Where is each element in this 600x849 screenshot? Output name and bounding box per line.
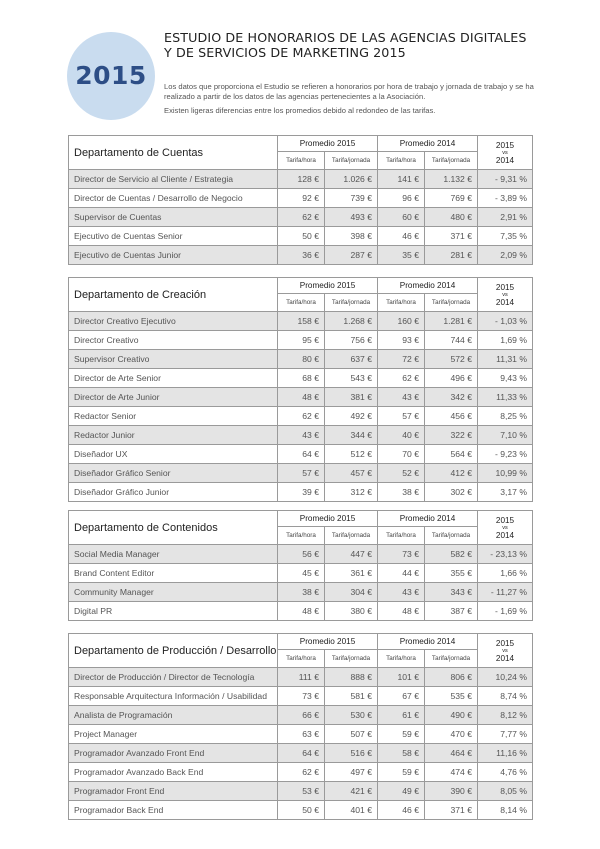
- role-name: Diseñador Gráfico Senior: [69, 464, 278, 483]
- hourly-rate-2015: 62 €: [278, 763, 325, 782]
- daily-rate-2014: 281 €: [425, 246, 478, 265]
- hourly-rate-2015: 63 €: [278, 725, 325, 744]
- hourly-rate-2014: 59 €: [378, 763, 425, 782]
- promedio-2015-header: Promedio 2015: [278, 634, 378, 650]
- variation-percent: 7,77 %: [478, 725, 533, 744]
- daily-rate-2014: 535 €: [425, 687, 478, 706]
- hourly-rate-2015: 39 €: [278, 483, 325, 502]
- vs-header: [478, 136, 533, 170]
- daily-rate-2014: 480 €: [425, 208, 478, 227]
- hourly-rate-2015: 45 €: [278, 564, 325, 583]
- tarifa-hora-2015-header: Tarifa/hora: [278, 650, 325, 668]
- variation-percent: 10,24 %: [478, 668, 533, 687]
- vs-bottom: 2014: [495, 155, 515, 165]
- year-label: 2015: [75, 61, 147, 90]
- role-name: Project Manager: [69, 725, 278, 744]
- variation-percent: - 3,89 %: [478, 189, 533, 208]
- variation-percent: - 11,27 %: [478, 583, 533, 602]
- hourly-rate-2014: 57 €: [378, 407, 425, 426]
- role-name: Programador Avanzado Front End: [69, 744, 278, 763]
- hourly-rate-2014: 38 €: [378, 483, 425, 502]
- tarifa-hora-2014-header: Tarifa/hora: [378, 294, 425, 312]
- role-name: Programador Avanzado Back End: [69, 763, 278, 782]
- variation-percent: 8,14 %: [478, 801, 533, 820]
- tarifa-hora-2014-header: Tarifa/hora: [378, 152, 425, 170]
- vs-top: 2015: [495, 282, 515, 292]
- variation-percent: - 9,23 %: [478, 445, 533, 464]
- table-row: [69, 564, 533, 583]
- daily-rate-2015: 512 €: [325, 445, 378, 464]
- hourly-rate-2014: 40 €: [378, 426, 425, 445]
- hourly-rate-2014: 59 €: [378, 725, 425, 744]
- hourly-rate-2014: 160 €: [378, 312, 425, 331]
- role-name: Social Media Manager: [69, 545, 278, 564]
- table-row: [69, 407, 533, 426]
- hourly-rate-2014: 43 €: [378, 388, 425, 407]
- table-row: [69, 706, 533, 725]
- tarifa-jornada-2014-header: Tarifa/jornada: [425, 527, 478, 545]
- table-row: [69, 312, 533, 331]
- daily-rate-2015: 507 €: [325, 725, 378, 744]
- role-name: Brand Content Editor: [69, 564, 278, 583]
- tarifa-hora-2015-header: Tarifa/hora: [278, 152, 325, 170]
- daily-rate-2014: 470 €: [425, 725, 478, 744]
- variation-percent: 2,09 %: [478, 246, 533, 265]
- daily-rate-2015: 361 €: [325, 564, 378, 583]
- variation-percent: - 1,69 %: [478, 602, 533, 621]
- daily-rate-2014: 490 €: [425, 706, 478, 725]
- intro-paragraph-1: Los datos que proporciona el Estudio se refieren a honorarios por hora de trabajo y jornada de trabajo y se ha realizado a partir de los datos de las agencias pertenecientes a la Asociación.: [164, 82, 534, 101]
- promedio-2014-header: Promedio 2014: [378, 136, 478, 152]
- hourly-rate-2015: 64 €: [278, 744, 325, 763]
- role-name: Ejecutivo de Cuentas Junior: [69, 246, 278, 265]
- table-row: [69, 744, 533, 763]
- daily-rate-2015: 380 €: [325, 602, 378, 621]
- table-row: [69, 668, 533, 687]
- department-table-4: [68, 633, 533, 820]
- hourly-rate-2015: 73 €: [278, 687, 325, 706]
- hourly-rate-2015: 66 €: [278, 706, 325, 725]
- promedio-2015-header: Promedio 2015: [278, 278, 378, 294]
- intro-text: [164, 82, 544, 120]
- daily-rate-2014: 302 €: [425, 483, 478, 502]
- daily-rate-2015: 493 €: [325, 208, 378, 227]
- tarifa-jornada-2015-header: Tarifa/jornada: [325, 650, 378, 668]
- role-name: Programador Back End: [69, 801, 278, 820]
- vs-top: 2015: [495, 140, 515, 150]
- role-name: Redactor Senior: [69, 407, 278, 426]
- intro-paragraph-2: Existen ligeras diferencias entre los promedios debido al redondeo de las tarifas.: [164, 106, 436, 115]
- daily-rate-2015: 530 €: [325, 706, 378, 725]
- daily-rate-2014: 371 €: [425, 801, 478, 820]
- variation-percent: 8,12 %: [478, 706, 533, 725]
- hourly-rate-2015: 48 €: [278, 388, 325, 407]
- daily-rate-2014: 322 €: [425, 426, 478, 445]
- daily-rate-2015: 739 €: [325, 189, 378, 208]
- vs-mid: vs: [502, 149, 508, 156]
- daily-rate-2015: 756 €: [325, 331, 378, 350]
- daily-rate-2014: 456 €: [425, 407, 478, 426]
- daily-rate-2015: 637 €: [325, 350, 378, 369]
- table-row: [69, 445, 533, 464]
- hourly-rate-2014: 46 €: [378, 801, 425, 820]
- tarifa-jornada-2014-header: Tarifa/jornada: [425, 294, 478, 312]
- daily-rate-2014: 496 €: [425, 369, 478, 388]
- daily-rate-2014: 582 €: [425, 545, 478, 564]
- daily-rate-2015: 344 €: [325, 426, 378, 445]
- variation-percent: 3,17 %: [478, 483, 533, 502]
- daily-rate-2015: 516 €: [325, 744, 378, 763]
- daily-rate-2014: 572 €: [425, 350, 478, 369]
- role-name: Supervisor de Cuentas: [69, 208, 278, 227]
- department-title: Departamento de Contenidos: [69, 511, 278, 545]
- role-name: Supervisor Creativo: [69, 350, 278, 369]
- promedio-2014-header: Promedio 2014: [378, 511, 478, 527]
- daily-rate-2015: 421 €: [325, 782, 378, 801]
- hourly-rate-2015: 64 €: [278, 445, 325, 464]
- daily-rate-2015: 447 €: [325, 545, 378, 564]
- variation-percent: 4,76 %: [478, 763, 533, 782]
- daily-rate-2015: 401 €: [325, 801, 378, 820]
- variation-percent: - 9,31 %: [478, 170, 533, 189]
- hourly-rate-2014: 70 €: [378, 445, 425, 464]
- daily-rate-2014: 390 €: [425, 782, 478, 801]
- table-row: [69, 725, 533, 744]
- role-name: Director de Cuentas / Desarrollo de Negocio: [69, 189, 278, 208]
- hourly-rate-2015: 68 €: [278, 369, 325, 388]
- table-row: [69, 170, 533, 189]
- daily-rate-2014: 806 €: [425, 668, 478, 687]
- page-title: [164, 30, 554, 60]
- daily-rate-2014: 564 €: [425, 445, 478, 464]
- role-name: Programador Front End: [69, 782, 278, 801]
- hourly-rate-2015: 50 €: [278, 227, 325, 246]
- daily-rate-2014: 474 €: [425, 763, 478, 782]
- daily-rate-2014: 1.132 €: [425, 170, 478, 189]
- hourly-rate-2015: 56 €: [278, 545, 325, 564]
- daily-rate-2014: 412 €: [425, 464, 478, 483]
- page-title-line-2: Y DE SERVICIOS DE MARKETING 2015: [164, 45, 406, 60]
- hourly-rate-2014: 48 €: [378, 602, 425, 621]
- daily-rate-2014: 355 €: [425, 564, 478, 583]
- table-row: [69, 464, 533, 483]
- vs-header: [478, 511, 533, 545]
- table-row: [69, 208, 533, 227]
- department-table-2: [68, 277, 533, 502]
- role-name: Director Creativo Ejecutivo: [69, 312, 278, 331]
- hourly-rate-2015: 158 €: [278, 312, 325, 331]
- vs-header: [478, 278, 533, 312]
- promedio-2014-header: Promedio 2014: [378, 278, 478, 294]
- variation-percent: 1,69 %: [478, 331, 533, 350]
- table-row: [69, 350, 533, 369]
- vs-top: 2015: [495, 515, 515, 525]
- daily-rate-2014: 769 €: [425, 189, 478, 208]
- vs-mid: vs: [502, 524, 508, 531]
- page-title-line-1: ESTUDIO DE HONORARIOS DE LAS AGENCIAS DIGITALES: [164, 30, 527, 45]
- tarifa-jornada-2015-header: Tarifa/jornada: [325, 152, 378, 170]
- variation-percent: 8,74 %: [478, 687, 533, 706]
- variation-percent: 10,99 %: [478, 464, 533, 483]
- hourly-rate-2014: 93 €: [378, 331, 425, 350]
- daily-rate-2015: 287 €: [325, 246, 378, 265]
- variation-percent: 7,10 %: [478, 426, 533, 445]
- hourly-rate-2014: 58 €: [378, 744, 425, 763]
- role-name: Director de Arte Junior: [69, 388, 278, 407]
- promedio-2014-header: Promedio 2014: [378, 634, 478, 650]
- variation-percent: 8,25 %: [478, 407, 533, 426]
- role-name: Digital PR: [69, 602, 278, 621]
- role-name: Diseñador UX: [69, 445, 278, 464]
- daily-rate-2014: 1.281 €: [425, 312, 478, 331]
- hourly-rate-2014: 72 €: [378, 350, 425, 369]
- table-row: [69, 426, 533, 445]
- daily-rate-2015: 543 €: [325, 369, 378, 388]
- role-name: Analista de Programación: [69, 706, 278, 725]
- daily-rate-2015: 1.268 €: [325, 312, 378, 331]
- role-name: Director de Servicio al Cliente / Estrategia: [69, 170, 278, 189]
- role-name: Community Manager: [69, 583, 278, 602]
- department-title: Departamento de Cuentas: [69, 136, 278, 170]
- hourly-rate-2015: 92 €: [278, 189, 325, 208]
- variation-percent: 11,31 %: [478, 350, 533, 369]
- variation-percent: 11,16 %: [478, 744, 533, 763]
- table-row: [69, 602, 533, 621]
- daily-rate-2015: 304 €: [325, 583, 378, 602]
- table-row: [69, 583, 533, 602]
- daily-rate-2015: 581 €: [325, 687, 378, 706]
- table-row: [69, 246, 533, 265]
- variation-percent: - 23,13 %: [478, 545, 533, 564]
- table-row: [69, 801, 533, 820]
- role-name: Ejecutivo de Cuentas Senior: [69, 227, 278, 246]
- vs-header: [478, 634, 533, 668]
- table-row: [69, 763, 533, 782]
- table-row: [69, 687, 533, 706]
- hourly-rate-2014: 46 €: [378, 227, 425, 246]
- hourly-rate-2014: 60 €: [378, 208, 425, 227]
- vs-bottom: 2014: [495, 653, 515, 663]
- hourly-rate-2014: 35 €: [378, 246, 425, 265]
- role-name: Responsable Arquitectura Información / Usabilidad: [69, 687, 278, 706]
- tarifa-jornada-2014-header: Tarifa/jornada: [425, 152, 478, 170]
- hourly-rate-2015: 48 €: [278, 602, 325, 621]
- daily-rate-2015: 497 €: [325, 763, 378, 782]
- hourly-rate-2015: 36 €: [278, 246, 325, 265]
- department-table-3: [68, 510, 533, 621]
- tarifa-hora-2015-header: Tarifa/hora: [278, 294, 325, 312]
- variation-percent: 2,91 %: [478, 208, 533, 227]
- daily-rate-2014: 387 €: [425, 602, 478, 621]
- hourly-rate-2015: 57 €: [278, 464, 325, 483]
- variation-percent: 8,05 %: [478, 782, 533, 801]
- table-row: [69, 545, 533, 564]
- daily-rate-2015: 492 €: [325, 407, 378, 426]
- variation-percent: 11,33 %: [478, 388, 533, 407]
- daily-rate-2015: 888 €: [325, 668, 378, 687]
- vs-top: 2015: [495, 638, 515, 648]
- hourly-rate-2014: 62 €: [378, 369, 425, 388]
- hourly-rate-2015: 95 €: [278, 331, 325, 350]
- tarifa-jornada-2014-header: Tarifa/jornada: [425, 650, 478, 668]
- variation-percent: 7,35 %: [478, 227, 533, 246]
- table-row: [69, 369, 533, 388]
- hourly-rate-2014: 43 €: [378, 583, 425, 602]
- variation-percent: 9,43 %: [478, 369, 533, 388]
- variation-percent: 1,66 %: [478, 564, 533, 583]
- vs-mid: vs: [502, 291, 508, 298]
- hourly-rate-2014: 52 €: [378, 464, 425, 483]
- hourly-rate-2015: 38 €: [278, 583, 325, 602]
- hourly-rate-2014: 96 €: [378, 189, 425, 208]
- hourly-rate-2014: 67 €: [378, 687, 425, 706]
- tarifa-hora-2014-header: Tarifa/hora: [378, 650, 425, 668]
- table-row: [69, 388, 533, 407]
- table-row: [69, 782, 533, 801]
- daily-rate-2015: 381 €: [325, 388, 378, 407]
- role-name: Director de Arte Senior: [69, 369, 278, 388]
- variation-percent: - 1,03 %: [478, 312, 533, 331]
- daily-rate-2015: 312 €: [325, 483, 378, 502]
- hourly-rate-2015: 128 €: [278, 170, 325, 189]
- role-name: Redactor Junior: [69, 426, 278, 445]
- tarifa-hora-2015-header: Tarifa/hora: [278, 527, 325, 545]
- daily-rate-2014: 343 €: [425, 583, 478, 602]
- vs-mid: vs: [502, 647, 508, 654]
- promedio-2015-header: Promedio 2015: [278, 511, 378, 527]
- hourly-rate-2014: 61 €: [378, 706, 425, 725]
- vs-bottom: 2014: [495, 297, 515, 307]
- table-row: [69, 331, 533, 350]
- daily-rate-2015: 1.026 €: [325, 170, 378, 189]
- vs-bottom: 2014: [495, 530, 515, 540]
- role-name: Director de Producción / Director de Tecnología: [69, 668, 278, 687]
- hourly-rate-2015: 111 €: [278, 668, 325, 687]
- daily-rate-2014: 744 €: [425, 331, 478, 350]
- hourly-rate-2014: 73 €: [378, 545, 425, 564]
- department-table-1: [68, 135, 533, 265]
- table-row: [69, 483, 533, 502]
- hourly-rate-2015: 53 €: [278, 782, 325, 801]
- daily-rate-2014: 371 €: [425, 227, 478, 246]
- daily-rate-2015: 398 €: [325, 227, 378, 246]
- promedio-2015-header: Promedio 2015: [278, 136, 378, 152]
- department-title: Departamento de Creación: [69, 278, 278, 312]
- department-title: Departamento de Producción / Desarrollo: [69, 634, 278, 668]
- tarifa-jornada-2015-header: Tarifa/jornada: [325, 294, 378, 312]
- daily-rate-2014: 464 €: [425, 744, 478, 763]
- hourly-rate-2014: 101 €: [378, 668, 425, 687]
- hourly-rate-2015: 62 €: [278, 208, 325, 227]
- hourly-rate-2014: 49 €: [378, 782, 425, 801]
- hourly-rate-2014: 44 €: [378, 564, 425, 583]
- table-row: [69, 189, 533, 208]
- tarifa-hora-2014-header: Tarifa/hora: [378, 527, 425, 545]
- role-name: Director Creativo: [69, 331, 278, 350]
- tarifa-jornada-2015-header: Tarifa/jornada: [325, 527, 378, 545]
- daily-rate-2015: 457 €: [325, 464, 378, 483]
- hourly-rate-2014: 141 €: [378, 170, 425, 189]
- hourly-rate-2015: 62 €: [278, 407, 325, 426]
- daily-rate-2014: 342 €: [425, 388, 478, 407]
- hourly-rate-2015: 43 €: [278, 426, 325, 445]
- table-row: [69, 227, 533, 246]
- hourly-rate-2015: 50 €: [278, 801, 325, 820]
- role-name: Diseñador Gráfico Junior: [69, 483, 278, 502]
- hourly-rate-2015: 80 €: [278, 350, 325, 369]
